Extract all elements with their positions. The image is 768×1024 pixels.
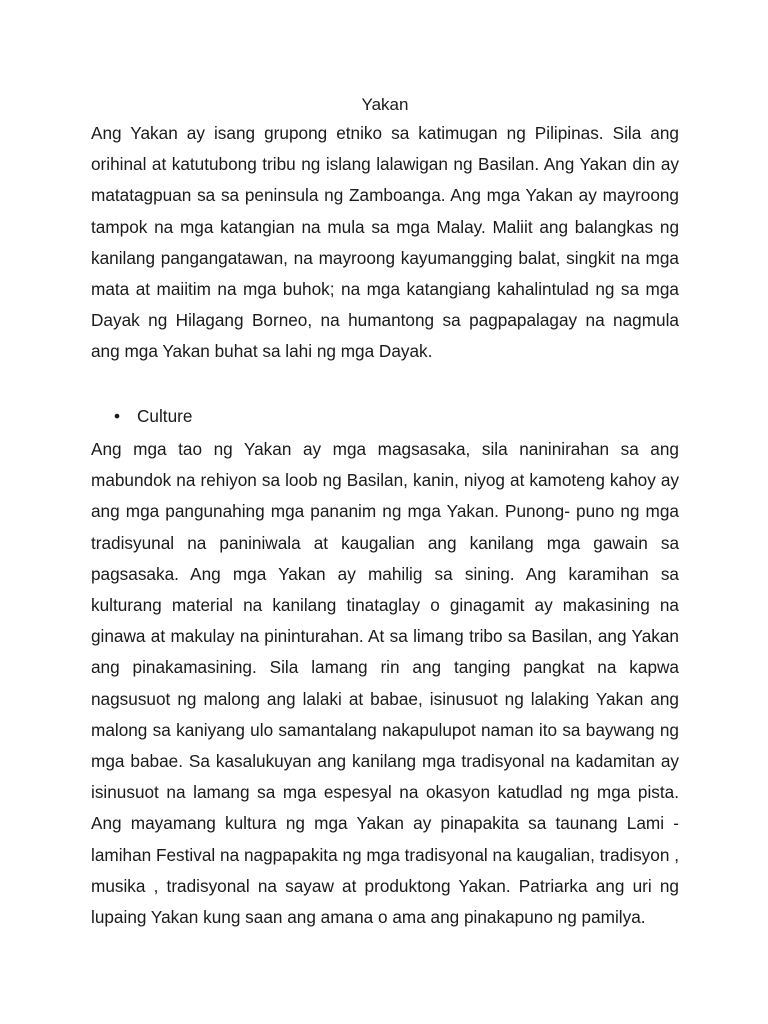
- bullet-icon: •: [114, 406, 121, 426]
- culture-paragraph: Ang mga tao ng Yakan ay mga magsasaka, sila naninirahan sa ang mabundok na rehiyon sa loob ng Basilan, kanin, niyog at kamoteng kahoy ay ang mga pangunahing mga pananim ng mga Yakan. Punong- puno ng mga tradisyunal na paniniwala at kaugalian ang kanilang mga gawain sa pagsasaka. Ang mga Yakan ay mahilig sa sining. Ang karamihan sa kulturang material na kanilang tinataglay o ginagamit ay makasining na ginawa at makulay na pininturahan. At sa limang tribo sa Basilan, ang Yakan ang pinakamasining. Sila lamang rin ang tanging pangkat na kapwa nagsusuot ng malong ang lalaki at babae, isinusuot ng lalaking Yakan ang malong sa kaniyang ulo samantalang nakapulupot naman ito sa baywang ng mga babae. Sa kasalukuyan ang kanilang mga tradisyonal na kadamitan ay isinusuot na lamang sa mga espesyal na okasyon katudlad ng mga pista. Ang mayamang kultura ng mga Yakan ay pinapakita sa taunang Lami - lamihan Festival na nagpapakita ng mga tradisyonal na kaugalian, tradisyon , musika , tradisyonal na sayaw at produktong Yakan. Patriarka ang uri ng lupaing Yakan kung saan ang amana o ama ang pinakapuno ng pamilya.: [91, 439, 679, 928]
- intro-paragraph: Ang Yakan ay isang grupong etniko sa katimugan ng Pilipinas. Sila ang orihinal at katutubong tribu ng islang lalawigan ng Basilan. Ang Yakan din ay matatagpuan sa sa peninsula ng Zamboanga. Ang mga Yakan ay mayroong tampok na mga katangian na mula sa mga Malay. Maliit ang balangkas ng kanilang pangangatawan, na mayroong kayumangging balat, singkit na mga mata at maiitim na mga buhok; na mga katangiang kahalintulad ng sa mga Dayak ng Hilagang Borneo, na humantong sa pagpapalagay na nagmula ang mga Yakan buhat sa lahi ng mga Dayak.: [91, 123, 679, 362]
- document-title: Yakan: [361, 95, 409, 114]
- section-heading-culture: Culture: [137, 406, 193, 426]
